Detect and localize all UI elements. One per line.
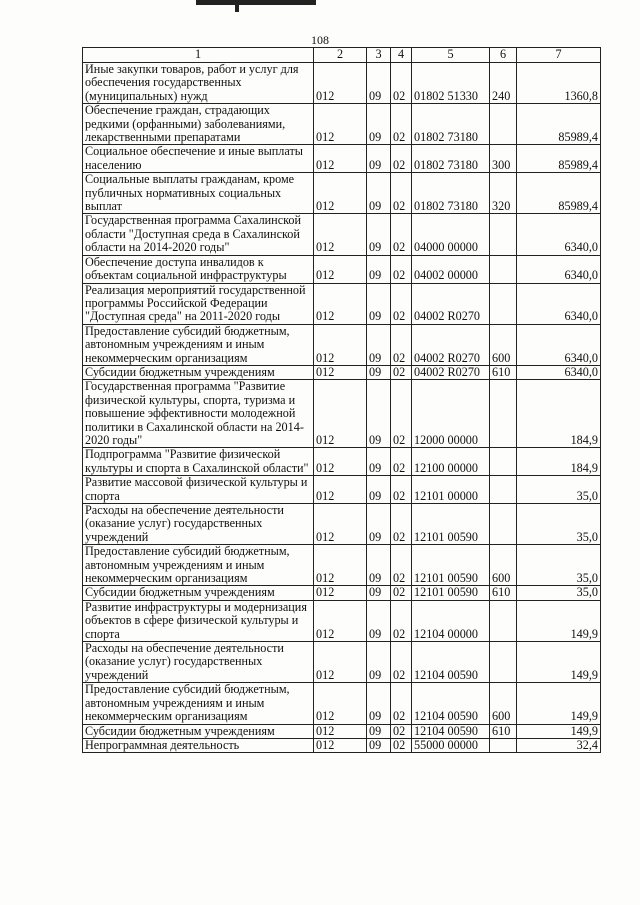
- table-row: [83, 255, 601, 283]
- expense-type: [490, 600, 517, 641]
- row-name: Субсидии бюджетным учреждениям: [83, 724, 314, 738]
- table-row: [83, 448, 601, 476]
- section: 09: [367, 738, 391, 752]
- row-name: Расходы на обеспечение деятельности (оказание услуг) государственных учреждений: [83, 504, 314, 545]
- subsection: 02: [391, 283, 412, 324]
- section: 09: [367, 545, 391, 586]
- amount: 149,9: [517, 683, 601, 724]
- expense-type: [490, 214, 517, 255]
- amount: 1360,8: [517, 63, 601, 104]
- subsection: 02: [391, 324, 412, 365]
- target-article: 01802 73180: [412, 104, 490, 145]
- row-name: Реализация мероприятий государственной программы Российской Федерации "Доступная среда" на 2011-2020 годы: [83, 283, 314, 324]
- target-article: 12101 00590: [412, 504, 490, 545]
- row-name: Социальные выплаты гражданам, кроме публичных нормативных социальных выплат: [83, 173, 314, 214]
- table-row: [83, 173, 601, 214]
- amount: 85989,4: [517, 145, 601, 173]
- section: 09: [367, 63, 391, 104]
- section: 09: [367, 145, 391, 173]
- expense-type: 320: [490, 173, 517, 214]
- amount: 6340,0: [517, 255, 601, 283]
- admin-code: 012: [314, 545, 367, 586]
- section: 09: [367, 600, 391, 641]
- table-row: [83, 145, 601, 173]
- table-row: [83, 600, 601, 641]
- target-article: 12101 00590: [412, 586, 490, 600]
- table-row: [83, 504, 601, 545]
- budget-table: [82, 47, 601, 753]
- section: 09: [367, 324, 391, 365]
- expense-type: [490, 476, 517, 504]
- amount: 184,9: [517, 448, 601, 476]
- row-name: Обеспечение граждан, страдающих редкими (орфанными) заболеваниями, лекарственными препаратами: [83, 104, 314, 145]
- expense-type: [490, 255, 517, 283]
- target-article: 04002 R0270: [412, 365, 490, 379]
- subsection: 02: [391, 586, 412, 600]
- target-article: 55000 00000: [412, 738, 490, 752]
- header-col-6: 6: [490, 48, 517, 63]
- target-article: 01802 73180: [412, 173, 490, 214]
- admin-code: 012: [314, 283, 367, 324]
- admin-code: 012: [314, 504, 367, 545]
- target-article: 12101 00590: [412, 545, 490, 586]
- section: 09: [367, 683, 391, 724]
- row-name: Обеспечение доступа инвалидов к объектам социальной инфраструктуры: [83, 255, 314, 283]
- table-row: [83, 724, 601, 738]
- expense-type: [490, 448, 517, 476]
- subsection: 02: [391, 255, 412, 283]
- expense-type: 610: [490, 586, 517, 600]
- table-row: [83, 365, 601, 379]
- subsection: 02: [391, 642, 412, 683]
- subsection: 02: [391, 600, 412, 641]
- header-col-7: 7: [517, 48, 601, 63]
- target-article: 01802 73180: [412, 145, 490, 173]
- expense-type: 600: [490, 683, 517, 724]
- admin-code: 012: [314, 324, 367, 365]
- row-name: Предоставление субсидий бюджетным, автономным учреждениям и иным некоммерческим организациям: [83, 683, 314, 724]
- expense-type: [490, 504, 517, 545]
- admin-code: 012: [314, 63, 367, 104]
- subsection: 02: [391, 504, 412, 545]
- header-col-4: 4: [391, 48, 412, 63]
- target-article: 12000 00000: [412, 380, 490, 448]
- row-name: Государственная программа Сахалинской области "Доступная среда в Сахалинской области на 2014-2020 годы": [83, 214, 314, 255]
- subsection: 02: [391, 448, 412, 476]
- amount: 6340,0: [517, 283, 601, 324]
- amount: 6340,0: [517, 214, 601, 255]
- subsection: 02: [391, 545, 412, 586]
- table-row: [83, 214, 601, 255]
- target-article: 04002 R0270: [412, 324, 490, 365]
- row-name: Расходы на обеспечение деятельности (оказание услуг) государственных учреждений: [83, 642, 314, 683]
- target-article: 12104 00590: [412, 642, 490, 683]
- expense-type: 600: [490, 545, 517, 586]
- expense-type: [490, 283, 517, 324]
- row-name: Развитие массовой физической культуры и спорта: [83, 476, 314, 504]
- section: 09: [367, 173, 391, 214]
- row-name: Предоставление субсидий бюджетным, автономным учреждениям и иным некоммерческим организациям: [83, 324, 314, 365]
- target-article: 12104 00590: [412, 724, 490, 738]
- amount: 149,9: [517, 724, 601, 738]
- admin-code: 012: [314, 145, 367, 173]
- expense-type: 300: [490, 145, 517, 173]
- row-name: Субсидии бюджетным учреждениям: [83, 586, 314, 600]
- header-col-5: 5: [412, 48, 490, 63]
- admin-code: 012: [314, 586, 367, 600]
- target-article: 04002 R0270: [412, 283, 490, 324]
- target-article: 04002 00000: [412, 255, 490, 283]
- subsection: 02: [391, 214, 412, 255]
- admin-code: 012: [314, 365, 367, 379]
- expense-type: [490, 104, 517, 145]
- section: 09: [367, 586, 391, 600]
- section: 09: [367, 214, 391, 255]
- section: 09: [367, 380, 391, 448]
- row-name: Развитие инфраструктуры и модернизация объектов в сфере физической культуры и спорта: [83, 600, 314, 641]
- expense-type: [490, 380, 517, 448]
- table-row: [83, 104, 601, 145]
- table-row: [83, 63, 601, 104]
- scan-edge-mark: [196, 0, 316, 5]
- admin-code: 012: [314, 724, 367, 738]
- subsection: 02: [391, 380, 412, 448]
- amount: 149,9: [517, 600, 601, 641]
- admin-code: 012: [314, 738, 367, 752]
- amount: 35,0: [517, 476, 601, 504]
- table-row: [83, 324, 601, 365]
- row-name: Предоставление субсидий бюджетным, автономным учреждениям и иным некоммерческим организациям: [83, 545, 314, 586]
- admin-code: 012: [314, 683, 367, 724]
- row-name: Государственная программа "Развитие физической культуры, спорта, туризма и повышение эффективности молодежной политики в Сахалинской области на 2014-2020 годы": [83, 380, 314, 448]
- admin-code: 012: [314, 255, 367, 283]
- target-article: 12104 00590: [412, 683, 490, 724]
- header-col-3: 3: [367, 48, 391, 63]
- expense-type: [490, 642, 517, 683]
- section: 09: [367, 504, 391, 545]
- amount: 85989,4: [517, 173, 601, 214]
- subsection: 02: [391, 104, 412, 145]
- table-row: [83, 283, 601, 324]
- subsection: 02: [391, 724, 412, 738]
- amount: 32,4: [517, 738, 601, 752]
- table-row: [83, 545, 601, 586]
- table-row: [83, 586, 601, 600]
- section: 09: [367, 448, 391, 476]
- section: 09: [367, 283, 391, 324]
- admin-code: 012: [314, 380, 367, 448]
- amount: 149,9: [517, 642, 601, 683]
- subsection: 02: [391, 476, 412, 504]
- amount: 184,9: [517, 380, 601, 448]
- admin-code: 012: [314, 476, 367, 504]
- admin-code: 012: [314, 214, 367, 255]
- table-row: [83, 683, 601, 724]
- target-article: 04000 00000: [412, 214, 490, 255]
- header-col-1: 1: [83, 48, 314, 63]
- row-name: Иные закупки товаров, работ и услуг для обеспечения государственных (муниципальных) нужд: [83, 63, 314, 104]
- subsection: 02: [391, 683, 412, 724]
- section: 09: [367, 365, 391, 379]
- section: 09: [367, 476, 391, 504]
- row-name: Субсидии бюджетным учреждениям: [83, 365, 314, 379]
- amount: 35,0: [517, 504, 601, 545]
- expense-type: 600: [490, 324, 517, 365]
- amount: 35,0: [517, 545, 601, 586]
- target-article: 01802 51330: [412, 63, 490, 104]
- table-row: [83, 476, 601, 504]
- target-article: 12100 00000: [412, 448, 490, 476]
- admin-code: 012: [314, 448, 367, 476]
- page-number: 108: [311, 33, 329, 47]
- section: 09: [367, 255, 391, 283]
- section: 09: [367, 724, 391, 738]
- section: 09: [367, 104, 391, 145]
- target-article: 12104 00000: [412, 600, 490, 641]
- row-name: Непрограммная деятельность: [83, 738, 314, 752]
- expense-type: 240: [490, 63, 517, 104]
- subsection: 02: [391, 738, 412, 752]
- subsection: 02: [391, 365, 412, 379]
- target-article: 12101 00000: [412, 476, 490, 504]
- table-row: [83, 380, 601, 448]
- admin-code: 012: [314, 104, 367, 145]
- expense-type: 610: [490, 724, 517, 738]
- admin-code: 012: [314, 600, 367, 641]
- amount: 6340,0: [517, 365, 601, 379]
- expense-type: 610: [490, 365, 517, 379]
- amount: 85989,4: [517, 104, 601, 145]
- admin-code: 012: [314, 173, 367, 214]
- subsection: 02: [391, 63, 412, 104]
- header-col-2: 2: [314, 48, 367, 63]
- row-name: Подпрограмма "Развитие физической культуры и спорта в Сахалинской области": [83, 448, 314, 476]
- scan-edge-mark-2: [235, 0, 239, 12]
- table-row: [83, 642, 601, 683]
- subsection: 02: [391, 145, 412, 173]
- amount: 35,0: [517, 586, 601, 600]
- header-row: [83, 48, 601, 63]
- table-row: [83, 738, 601, 752]
- row-name: Социальное обеспечение и иные выплаты населению: [83, 145, 314, 173]
- section: 09: [367, 642, 391, 683]
- amount: 6340,0: [517, 324, 601, 365]
- admin-code: 012: [314, 642, 367, 683]
- expense-type: [490, 738, 517, 752]
- subsection: 02: [391, 173, 412, 214]
